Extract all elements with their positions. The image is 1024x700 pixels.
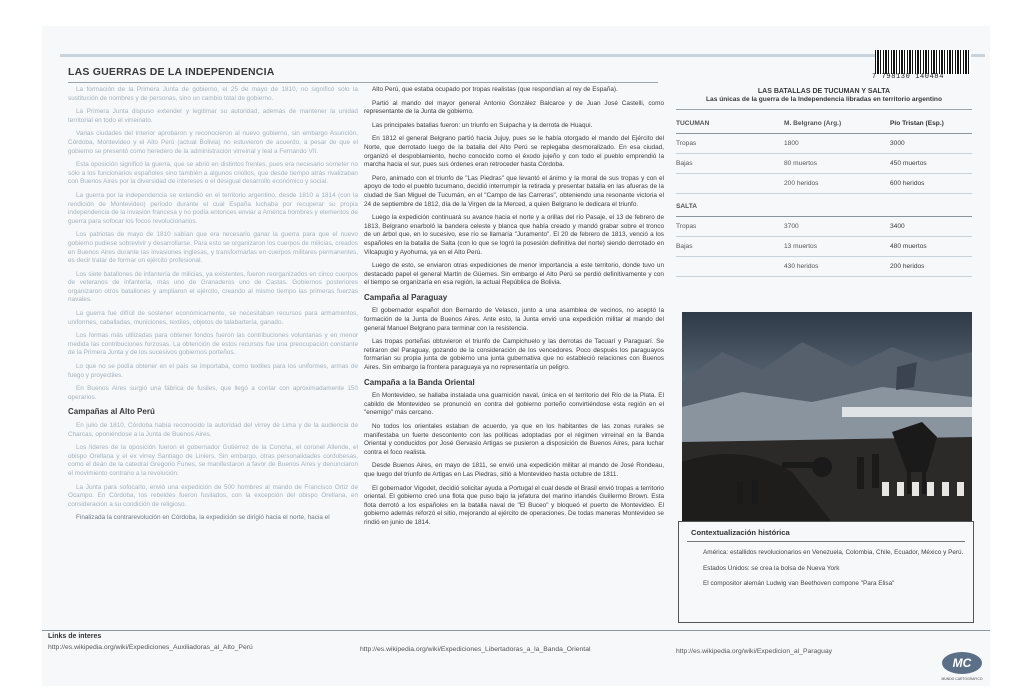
paragraph: Los formas más utilizadas para obtener fondos fueron las contribuciones voluntarias y en menor medida las contribuciones forzosas. La obtención de estos recursos fue una preocupación constante de la Primera Junta y de los sucesivos gobiernos porteños. <box>68 332 358 357</box>
page-title: LAS GUERRAS DE LA INDEPENDENCIA <box>68 66 275 78</box>
top-band <box>60 54 985 57</box>
paragraph: Los patriotas de mayo de 1810 sabían que era necesario ganar la guerra para que el nuevo gobierno pudiese sobrevivir y desarrollarse. Para esto se organizaron los cuerpos de milicias, creados en Buenos Aires durante las invasiones inglesas, y transformarlas en cuerpos militares permanentes, es decir tratar de formar un ejército profesional. <box>68 231 358 265</box>
table-cell: Bajas <box>676 237 784 257</box>
table-cell: 200 heridos <box>784 174 890 194</box>
link-alto-peru[interactable]: http://es.wikipedia.org/wiki/Expediciones_Auxiliadoras_al_Alto_Perú <box>48 644 253 651</box>
paragraph: Esta oposición significó la guerra, que se abrió en distintos frentes, pues era necesario someter no sólo a los funcionarios españoles sino también a algunos criollos, que desde tiempo atrás rivalizaban con Buenos Aires por la diversidad de intereses o el desigual desarrollo económico y social. <box>68 161 358 186</box>
barcode <box>875 50 971 74</box>
table-header-row <box>676 114 972 134</box>
table-cell: Tropas <box>676 217 784 237</box>
battles-title: LAS BATALLAS DE TUCUMAN Y SALTA <box>757 88 891 95</box>
table-row <box>676 217 972 237</box>
paragraph: El gobernador Vigodet, decidió solicitar ayuda a Portugal el cual desde el Brasil envió tropas a territorio oriental. El gobierno creó una flota que puso bajo la jefatura del marino irlandés Guillermo Brown. Esta flota derrotó a los españoles en la batalla naval de "El Buceo" y bloqueó el puerto de Montevideo. El gobierno además reforzó el sitio, mejorando al ejército de operaciones. De todas maneras Montevideo se rindió en junio de 1814. <box>364 484 664 526</box>
table-row <box>676 154 972 174</box>
paragraph: En Buenos Aires surgió una fábrica de fusiles, que llegó a contar con aproximadamente 150 operarios. <box>68 385 358 401</box>
links-label: Links de interes <box>48 633 102 640</box>
document-sheet <box>42 26 990 686</box>
mundo-cartografico-logo <box>940 650 984 682</box>
battles-table-section <box>676 88 972 277</box>
table-cell: 480 muertos <box>890 237 972 257</box>
paragraph: Desde Buenos Aires, en mayo de 1811, se envió una expedición militar al mando de José Rondeau, que luego del triunfo de Artigas en Las Piedras, sitió a Montevideo hasta octubre de 1811. <box>364 462 664 478</box>
context-title: Contextualización histórica <box>691 528 790 537</box>
paragraph: El gobernador español don Bernardo de Velasco, junto a una asamblea de vecinos, no aceptó la formación de la Junta de Buenos Aires. Ante esto, la Junta envió una expedición militar al mando del general Manuel Belgrano para terminar con la resistencia. <box>364 307 664 332</box>
paragraph: Finalizada la contrarevolución en Córdoba, la expedición se dirigió hacia el norte, hacia el <box>76 514 330 522</box>
section-heading-alto-peru: Campañas al Alto Perú <box>68 407 155 417</box>
middle-column <box>364 86 664 533</box>
paragraph: En 1812 el general Belgrano partió hacia Jujuy, pues se le había otorgado el mando del Ejército del Norte, que derrotado luego de la batalla del Alto Perú se replegaba desmoralizado. En esa ciudad, organizó el despoblamiento, hecho conocido como el éxodo jujeño y con todo el pueblo emprendió la marcha hacia el sur, pues sus órdenes eran retroceder hasta Córdoba. <box>364 135 664 169</box>
paragraph: La guerra fue difícil de sostener económicamente, se necesitaban recursos para armamentos, uniformes, caballadas, municiones, textiles, objetos de talabartería, ganado. <box>68 310 358 326</box>
paragraph: La formación de la Primera Junta de gobierno, el 25 de mayo de 1810, no significó sólo la sustitución de nombres y de personas, sino un cambio total de gobierno. <box>68 86 358 102</box>
paragraph: En julio de 1810, Córdoba había reconocido la autoridad del virrey de Lima y de la audiencia de Charcas, oponiéndose a la Junta de Buenos Aires. <box>68 422 358 438</box>
paragraph: Alto Perú, que estaba ocupado por tropas realistas (que respondían al rey de España). <box>372 86 618 93</box>
context-rule <box>687 541 965 542</box>
table-cell <box>676 257 784 277</box>
section-cell: SALTA <box>676 194 784 217</box>
table-cell: 13 muertos <box>784 237 890 257</box>
barcode-number: 7 798130 140484 <box>872 73 945 81</box>
table-cell: Bajas <box>676 154 784 174</box>
paragraph: Los siete batallones de infantería de milicias, ya existentes, fueron reorganizados en cinco cuerpos de veteranos de infantería, más uno de Granaderos uno de Castas. Gobiernos posteriores organizaron otros batallones y ampliaron el ejército, creando al mismo tiempo las primeras fuerzas navales. <box>68 270 358 304</box>
logo-text: MC <box>952 656 972 670</box>
context-item: El compositor alemán Ludwig van Beethoven compone "Para Elisa" <box>703 580 895 587</box>
table-row <box>676 174 972 194</box>
link-banda-oriental[interactable]: http://es.wikipedia.org/wiki/Expediciones_Libertadoras_a_la_Banda_Oriental <box>360 646 591 653</box>
table-cell: 450 muertos <box>890 154 972 174</box>
table-row <box>676 237 972 257</box>
footer-rule <box>42 630 990 631</box>
paragraph: Pero, animado con el triunfo de "Las Piedras" que levantó el ánimo y la moral de sus tropas y con el apoyo de todo el pueblo tucumano, decidió interrumpir la retirada y presentar batalla en las afueras de la ciudad de San Miguel de Tucumán, en el "Campo de las Carreras", obteniendo una resonante victoria el 24 de septiembre de 1812, día de la Virgen de la Merced, a quien Belgrano le dedicara el triunfo. <box>364 174 664 208</box>
paragraph: Los líderes de la oposición fueron el gobernador Gutiérrez de la Concha, el coronel Allende, el obispo Orellana y el ex virrey Santiago de Liniers. Sin embargo, otras personalidades cordobesas, como el deán de la catedral Gregorio Funes, se manifestaron a favor de Buenos Aires y denunciaron el movimiento contrario a la revolución. <box>68 444 358 477</box>
paragraph: No todos los orientales estaban de acuerdo, ya que en los habitantes de las zonas rurales se manifestaba un fuerte descontento con las políticas adoptadas por el régimen virreinal en la Banda Oriental y conducidos por José Gervasio Artigas se pusieron a disposición de Buenos Aires, para luchar contra el foco realista. <box>364 423 664 456</box>
table-row <box>676 134 972 154</box>
paragraph: Varias ciudades del interior aprobaron y reconocieron al nuevo gobierno, sin embargo Asunción, Córdoba, Montevideo y el Alto Perú (actual Bolivia) no estuvieron de acuerdo, a pesar de que el gobierno se presentó como heredero de la administración virreinal y leal a Fernando VII. <box>68 130 358 155</box>
link-paraguay[interactable]: http://es.wikipedia.org/wiki/Expedicion_al_Paraguay <box>676 648 833 655</box>
section-heading-paraguay: Campaña al Paraguay <box>364 292 448 302</box>
logo-tagline: MUNDO CARTOGRAFICO <box>941 677 983 681</box>
left-column <box>68 86 358 528</box>
battle-painting-illustration <box>682 312 972 522</box>
paragraph: Las principales batallas fueron: un triunfo en Suipacha y la derrota de Huaqui. <box>372 121 593 129</box>
paragraph: En Montevideo, se hallaba instalada una guarnición naval, única en el territorio del Río de la Plata. El cabildo de Montevideo se pronunció en contra del gobierno porteño convirtiéndose esta región en el "enemigo" más cercano. <box>364 392 664 417</box>
table-cell: Tropas <box>676 134 784 154</box>
header-cell: Pío Tristan (Esp.) <box>890 114 972 134</box>
paragraph: Partió al mando del mayor general Antonio González Balcarce y de Juan José Castelli, como representante de la Junta de gobierno. <box>364 99 664 116</box>
table-cell: 430 heridos <box>784 257 890 277</box>
table-cell: 3000 <box>890 134 972 154</box>
paragraph: Las tropas porteñas obtuvieron el triunfo de Campichuelo y las derrotas de Tacuarí y Paraguarí. Se retiraron del Paraguay, gozando de la consideración de los vencedores. Poco después los paraguayos formarían su propia junta de gobierno una junta gubernativa que no estableció relaciones con Buenos Aires. Sin embargo la frontera paraguaya ya no representaría un peligro. <box>364 338 664 372</box>
battles-table <box>676 114 972 277</box>
paragraph: La Primera Junta dispuso extender y legitimar su autoridad, además de mantener la unidad territorial en todo el virreinato. <box>68 108 358 124</box>
paragraph: La guerra por la independencia se extendió en el territorio argentino, desde 1810 a 1814 (con la rendición de Montevideo) período durante el cual España luchaba por recuperar su propia independencia de la invasión francesa y no podía entonces enviar a América hombres y elementos de guerra para sofocar los focos revolucionarios. <box>68 191 358 225</box>
section-heading-banda-oriental: Campaña a la Banda Oriental <box>364 377 475 387</box>
table-section-row <box>676 194 972 217</box>
table-cell: 3400 <box>890 217 972 237</box>
paragraph: Lo que no se podía obtener en el país se importaba, como textiles para los uniformes, armas de fuego y proyectiles. <box>68 363 358 379</box>
paragraph: Luego la expedición continuará su avance hacia el norte y a orillas del río Pasaje, el 13 de febrero de 1813, Belgrano enarboló la bandera celeste y blanca que había creado y mandó grabar sobre el tronco de un árbol que, en lo sucesivo, ese río se llamaría "Juramento". El 20 de febrero de 1813, venció a los españoles en la batalla de Salta (con lo que se logró la posesión definitiva del norte) siendo derrotado en Vilcapugio y Ayohuma, ya en el Alto Perú. <box>364 214 664 256</box>
battles-subtitle: Las únicas de la guerra de la Independencia libradas en territorio argentino <box>706 96 942 103</box>
paragraph: La Junta para sofocarlo, envió una expedición de 500 hombres al mando de Francisco Ortiz de Ocampo. En Córdoba, los rebeldes fueron fusilados, con la excepción del obispo Orellana, en consideración a su condición de religioso. <box>68 483 358 508</box>
table-row <box>676 257 972 277</box>
context-item: América: estallidos revolucionarios en Venezuela, Colombia, Chile, Ecuador, México y Perú. <box>703 549 964 556</box>
table-cell: 200 heridos <box>890 257 972 277</box>
table-cell: 3700 <box>784 217 890 237</box>
header-cell: M. Belgrano (Arg.) <box>784 114 890 134</box>
historical-context-box <box>678 521 974 623</box>
paragraph: Luego de esto, se enviaron otras expediciones de menor importancia a este territorio, donde tuvo un destacado papel el general Martín de Güemes. Sin embargo el Alto Perú se perdió definitivamente y con el tiempo se organizaría en esa región, la actual República de Bolivia. <box>364 262 664 287</box>
table-cell <box>676 174 784 194</box>
battles-rule <box>676 109 972 110</box>
header-cell: TUCUMAN <box>676 114 784 134</box>
context-item: Estados Unidos: se crea la bolsa de Nueva York <box>703 564 840 572</box>
table-cell: 80 muertos <box>784 154 890 174</box>
table-cell: 1800 <box>784 134 890 154</box>
title-rule <box>68 82 658 83</box>
table-cell: 600 heridos <box>890 174 972 194</box>
